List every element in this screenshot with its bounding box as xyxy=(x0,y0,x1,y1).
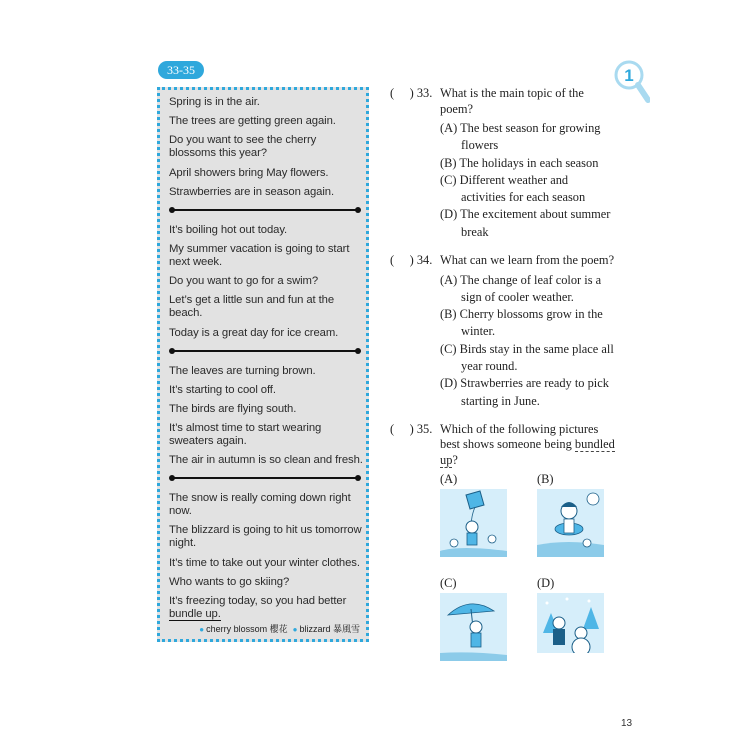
stanza-autumn xyxy=(169,365,366,468)
poem-line: The blizzard is going to hit us tomorrow night. xyxy=(169,524,362,550)
underlined-phrase: bundled up xyxy=(440,437,615,467)
vocab-item: blizzard 暴風雪 xyxy=(299,624,360,634)
underlined-phrase: bundle up. xyxy=(169,608,221,620)
bullet-icon: ● xyxy=(292,625,298,634)
picture-a-kite-boy[interactable] xyxy=(440,489,507,557)
answer-blank[interactable]: ( ) 34. xyxy=(390,253,433,268)
option-d: (D) The excitement about summer break xyxy=(440,207,611,239)
picture-options xyxy=(390,472,615,662)
question-34 xyxy=(390,253,615,410)
poem-line: It’s starting to cool off. xyxy=(169,383,276,396)
picture-label-d: (D) xyxy=(537,576,555,591)
answer-blank[interactable]: ( ) 35. xyxy=(390,421,433,436)
stanza-divider xyxy=(171,477,359,479)
section-tag: 33-35 xyxy=(158,61,204,79)
badge-number: 1 xyxy=(624,66,634,85)
poem-line: Today is a great day for ice cream. xyxy=(169,326,339,339)
questions-column xyxy=(390,86,615,662)
poem-line-final xyxy=(169,608,366,621)
picture-d-snow-kids[interactable] xyxy=(537,593,604,661)
question-text: Which of the following pictures best shows someone being bundled up? xyxy=(440,421,615,467)
bullet-icon: ● xyxy=(199,625,205,634)
page-number: 13 xyxy=(621,718,633,729)
vocab-item: cherry blossom 櫻花 xyxy=(206,624,288,634)
stanza-spring xyxy=(169,96,366,199)
poem-line: Do you want to go for a swim? xyxy=(169,275,319,288)
picture-label-c: (C) xyxy=(440,576,457,591)
poem-line: It’s boiling hot out today. xyxy=(169,223,288,236)
poem-line: My summer vacation is going to start next week. xyxy=(169,242,350,268)
poem-box xyxy=(157,87,369,642)
poem-line: Spring is in the air. xyxy=(169,96,260,108)
poem-line: The leaves are turning brown. xyxy=(169,364,316,377)
question-35 xyxy=(390,422,615,663)
poem-line: The trees are getting green again. xyxy=(169,115,336,128)
question-text: What is the main topic of the poem? xyxy=(440,86,584,116)
option-b: (B) Cherry blossoms grow in the winter. xyxy=(440,307,603,339)
option-a: (A) The best season for growing flowers xyxy=(440,121,601,153)
option-c: (C) Birds stay in the same place all year round. xyxy=(440,341,614,374)
picture-c-umbrella-girl[interactable] xyxy=(440,593,507,661)
poem-line: Strawberries are in season again. xyxy=(169,185,334,198)
vocab-notes xyxy=(199,622,360,635)
poem-line: Do you want to see the cherry blossoms this year? xyxy=(169,134,317,160)
stanza-summer xyxy=(169,224,366,340)
answer-blank[interactable]: ( ) 33. xyxy=(390,86,433,100)
poem-line: It’s freezing today, so you had better xyxy=(169,595,347,607)
stanza-divider xyxy=(171,350,359,352)
poem-line: April showers bring May flowers. xyxy=(169,166,329,179)
poem-line: The air in autumn is so clean and fresh. xyxy=(169,454,363,467)
poem-line: It’s time to take out your winter clothes. xyxy=(169,556,360,569)
poem-line: Let’s get a little sun and fun at the beach. xyxy=(169,294,335,320)
option-b: (B) The holidays in each season xyxy=(440,155,599,170)
picture-label-b: (B) xyxy=(537,472,554,487)
option-d: (D) Strawberries are ready to pick starting in June. xyxy=(440,376,609,408)
picture-b-beach-boy[interactable] xyxy=(537,489,604,557)
question-text: What can we learn from the poem? xyxy=(440,253,615,268)
picture-label-a: (A) xyxy=(440,472,458,487)
magnifier-badge-icon xyxy=(614,60,650,104)
stanza-divider xyxy=(171,209,359,211)
question-33 xyxy=(390,86,615,241)
poem-line: Who wants to go skiing? xyxy=(169,575,290,588)
poem-line: It’s almost time to start wearing sweaters again. xyxy=(169,422,322,448)
stanza-winter xyxy=(169,492,366,621)
option-c: (C) Different weather and activities for each season xyxy=(440,172,586,205)
poem-line: The birds are flying south. xyxy=(169,402,297,415)
option-a: (A) The change of leaf color is a sign of cooler weather. xyxy=(440,272,602,304)
poem-line: The snow is really coming down right now. xyxy=(169,492,351,518)
